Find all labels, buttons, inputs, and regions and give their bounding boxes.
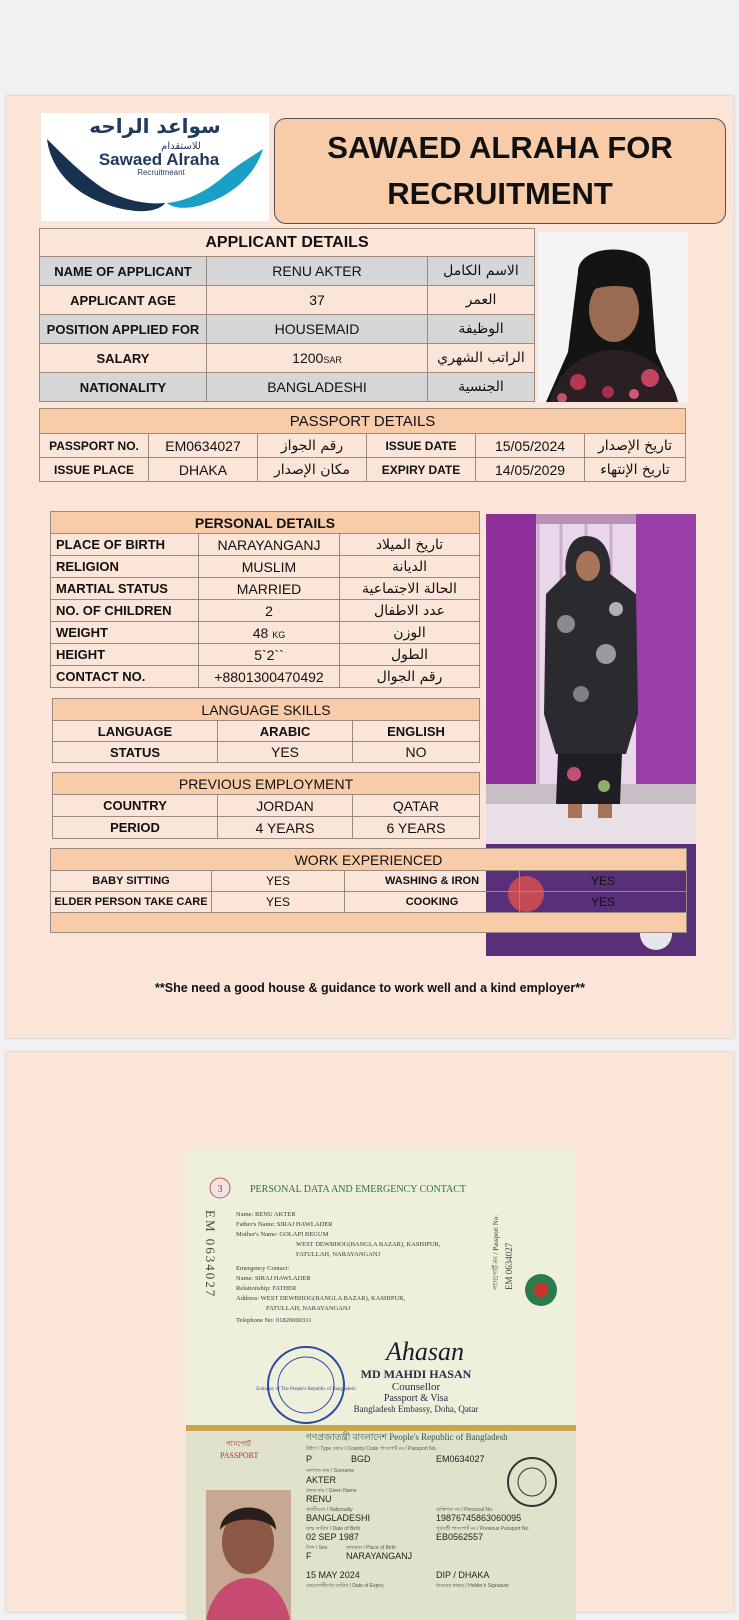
scan-side-passport-label: পাসপোর্ট নং / Passport No. (492, 1215, 500, 1290)
position-label: POSITION APPLIED FOR (40, 315, 207, 344)
dob-header: জন্ম তারিখ / Date of Birth (306, 1526, 361, 1532)
scan-vertical-number: EM 0634027 (203, 1210, 218, 1299)
salary-label-ar: الراتب الشهري (428, 344, 535, 373)
svg-text:Sawaed Alraha: Sawaed Alraha (98, 150, 220, 169)
scan-passport-no: EM0634027 (436, 1454, 485, 1464)
page-number: 3 (217, 1184, 223, 1195)
officer-dept: Passport & Visa (383, 1393, 449, 1404)
svg-text:Recruitmeant: Recruitmeant (137, 168, 185, 177)
religion-value: MUSLIM (199, 556, 340, 578)
applicant-details-table (39, 228, 535, 402)
scan-top-title: PERSONAL DATA AND EMERGENCY CONTACT (250, 1184, 467, 1195)
surname-header: বংশগত নাম / Surname (306, 1468, 354, 1474)
portrait-image-icon (538, 232, 688, 402)
name-value: RENU AKTER (207, 257, 428, 286)
language-col-label: LANGUAGE (53, 721, 218, 742)
nationality-label-ar: الجنسية (428, 373, 535, 402)
religion-label: RELIGION (51, 556, 199, 578)
language-skills-header: LANGUAGE SKILLS (53, 699, 480, 721)
contact-value: +8801300470492 (199, 666, 340, 688)
passport-scan-page (6, 1052, 734, 1612)
personal-details-table (50, 511, 480, 688)
place-of-birth-label-ar: تاريخ الميلاد (340, 534, 480, 556)
nationality-value: BANGLADESHI (207, 373, 428, 402)
issue-date-label-ar: تاريخ الإصدار (585, 434, 686, 458)
work-experienced-table (50, 848, 687, 933)
scan-side-passport-no: EM 0634027 (504, 1242, 514, 1290)
personal-details-header: PERSONAL DETAILS (51, 512, 480, 534)
arabic-status-value: YES (218, 742, 353, 763)
pob-header: জন্মস্থান / Place of Birth (346, 1545, 396, 1551)
passport-type: P (306, 1454, 313, 1464)
svg-text:سواعد الراحه: سواعد الراحه (89, 114, 221, 138)
personal-no-header: ব্যক্তিগত নং / Personal No. (436, 1507, 494, 1513)
given-name-header: প্রদত্ত নাম / Given Name (306, 1488, 357, 1494)
age-value: 37 (207, 286, 428, 315)
scan-telephone: Telephone No: 01820000311 (236, 1317, 312, 1324)
scan-pob: NARAYANGANJ (346, 1551, 413, 1561)
marital-status-label: MARTIAL STATUS (51, 578, 199, 600)
weight-amount: 48 (252, 624, 269, 641)
arabic-col-label: ARABIC (218, 721, 353, 742)
officer-name: MD MAHDI HASAN (360, 1367, 472, 1381)
place-of-birth-label: PLACE OF BIRTH (51, 534, 199, 556)
passport-no-label-ar: رقم الجواز (258, 434, 367, 458)
contact-label-ar: رقم الجوال (340, 666, 480, 688)
scan-dob: 02 SEP 1987 (306, 1532, 359, 1542)
svg-text:للاستقدام: للاستقدام (161, 141, 201, 152)
elder-care-label: ELDER PERSON TAKE CARE (51, 892, 212, 913)
nationality-header: জাতীয়তা / Nationality (306, 1507, 353, 1513)
scan-em-addr: Address: WEST DEWBHOG(BANGLA BAZAR), KASHIPUR, (236, 1295, 406, 1302)
elder-care-value: YES (212, 892, 345, 913)
place-of-birth-value: NARAYANGANJ (199, 534, 340, 556)
english-col-label: ENGLISH (353, 721, 480, 742)
cooking-label: COOKING (345, 892, 520, 913)
issue-date-label: ISSUE DATE (367, 434, 476, 458)
name-label-ar: الاسم الكامل (428, 257, 535, 286)
scan-sex: F (306, 1551, 312, 1561)
passport-no-value: EM0634027 (149, 434, 258, 458)
scan-address-line: WEST DEWBHOG(BANGLA BAZAR), KASHIPUR, (296, 1241, 441, 1248)
age-label-ar: العمر (428, 286, 535, 315)
washing-iron-label: WASHING & IRON (345, 871, 520, 892)
height-label: HEIGHT (51, 644, 199, 666)
passport-no-label: PASSPORT NO. (40, 434, 149, 458)
scan-emergency-title: Emergency Contact: (236, 1265, 290, 1272)
passport-details-header: PASSPORT DETAILS (40, 409, 686, 434)
scan-authority: DIP / DHAKA (436, 1570, 490, 1580)
issue-date-value: 15/05/2024 (476, 434, 585, 458)
applicant-details-header: APPLICANT DETAILS (40, 229, 535, 257)
scan-em-addr2: FATULLAH, NARAYANGANJ (266, 1305, 351, 1312)
company-logo (41, 113, 269, 221)
baby-sitting-value: YES (212, 871, 345, 892)
country1-value: JORDAN (218, 795, 353, 817)
washing-iron-value: YES (520, 871, 687, 892)
name-label: NAME OF APPLICANT (40, 257, 207, 286)
period2-value: 6 YEARS (353, 817, 480, 839)
salary-value (207, 344, 428, 373)
salary-unit: SAR (323, 355, 342, 365)
scan-issue-date: 15 MAY 2024 (306, 1570, 360, 1580)
language-skills-table (52, 698, 480, 763)
passport-document-icon (186, 1150, 576, 1620)
country-code: BGD (351, 1454, 371, 1464)
republic-heading: গণপ্রজাতন্ত্রী বাংলাদেশ People's Republic of Bangladesh (306, 1432, 508, 1442)
country-label: COUNTRY (53, 795, 218, 817)
work-experienced-header: WORK EXPERIENCED (51, 849, 687, 871)
children-label: NO. OF CHILDREN (51, 600, 199, 622)
type-code-header: টাইপ / Type কোড / Country Code পাসপোর্ট নং / Passport No. (306, 1446, 437, 1452)
page-title: SAWAED ALRAHA FOR RECRUITMENT (274, 118, 726, 224)
position-value: HOUSEMAID (207, 315, 428, 344)
salary-amount: 1200 (292, 350, 324, 366)
scan-address-line2: FATULLAH, NARAYANGANJ (296, 1251, 381, 1258)
height-value: 5`2`` (199, 644, 340, 666)
expiry-date-label-ar: تاريخ الإنتهاء (585, 458, 686, 482)
salary-label: SALARY (40, 344, 207, 373)
position-label-ar: الوظيفة (428, 315, 535, 344)
scan-father-line: Father's Name: SIRAJ HAWLADER (236, 1221, 333, 1228)
previous-employment-table (52, 772, 480, 839)
religion-label-ar: الديانة (340, 556, 480, 578)
bn-passport-label: পাসপোর্ট (226, 1440, 251, 1448)
scan-name-line: Name: RENU AKTER (236, 1211, 296, 1218)
holder-signature-header: ধারকের স্বাক্ষর / Holder's Signature (436, 1583, 510, 1589)
weight-label-ar: الوزن (340, 622, 480, 644)
previous-employment-header: PREVIOUS EMPLOYMENT (53, 773, 480, 795)
hands-logo-icon (41, 113, 269, 221)
scan-em-rel: Relationship: FATHER (236, 1285, 297, 1292)
passport-word: PASSPORT (220, 1451, 259, 1460)
embassy-seal-text: Embassy of The People's Republic of Bangladesh (256, 1387, 356, 1392)
scan-surname: AKTER (306, 1475, 337, 1485)
sex-header: লিঙ্গ / Sex (306, 1545, 328, 1551)
officer-signature: Ahasan (386, 1337, 464, 1366)
children-value: 2 (199, 600, 340, 622)
weight-unit: KG (272, 629, 286, 640)
scan-personal-no: 19876745863060095 (436, 1513, 522, 1523)
scan-nationality: BANGLADESHI (306, 1513, 371, 1523)
expiry-date-label: EXPIRY DATE (367, 458, 476, 482)
weight-label: WEIGHT (51, 622, 199, 644)
applicant-portrait-photo (538, 232, 688, 402)
issue-place-value: DHAKA (149, 458, 258, 482)
age-label: APPLICANT AGE (40, 286, 207, 315)
expiry-date-value: 14/05/2029 (476, 458, 585, 482)
period1-value: 4 YEARS (218, 817, 353, 839)
period-label: PERIOD (53, 817, 218, 839)
cooking-value: YES (520, 892, 687, 913)
scan-given-name: RENU (306, 1494, 332, 1504)
work-experienced-footer (51, 913, 687, 933)
doe-header: মেয়াদোত্তীর্ণের তারিখ / Date of Expiry (306, 1583, 384, 1589)
issue-place-label-ar: مكان الإصدار (258, 458, 367, 482)
weight-value (199, 622, 340, 644)
officer-embassy: Bangladesh Embassy, Doha, Qatar (353, 1404, 479, 1414)
country2-value: QATAR (353, 795, 480, 817)
status-label: STATUS (53, 742, 218, 763)
contact-label: CONTACT NO. (51, 666, 199, 688)
marital-status-value: MARRIED (199, 578, 340, 600)
prev-passport-header: পূর্ববর্তী পাসপোর্ট নং / Previous Passport No. (436, 1526, 530, 1532)
baby-sitting-label: BABY SITTING (51, 871, 212, 892)
nationality-label: NATIONALITY (40, 373, 207, 402)
employer-note: **She need a good house & guidance to work well and a kind employer** (155, 981, 585, 995)
scan-mother-line: Mother's Name: GOLAPI BEGUM (236, 1231, 329, 1238)
scan-prev-passport: EB0562557 (436, 1532, 484, 1542)
issue-place-label: ISSUE PLACE (40, 458, 149, 482)
scan-em-name: Name: SIRAJ HAWLADER (236, 1275, 311, 1282)
cv-page (6, 96, 734, 1038)
english-status-value: NO (353, 742, 480, 763)
passport-scan-image (186, 1150, 576, 1620)
children-label-ar: عدد الاطفال (340, 600, 480, 622)
height-label-ar: الطول (340, 644, 480, 666)
officer-title: Counsellor (391, 1381, 441, 1393)
marital-status-label-ar: الحالة الاجتماعية (340, 578, 480, 600)
passport-details-table (39, 408, 686, 482)
